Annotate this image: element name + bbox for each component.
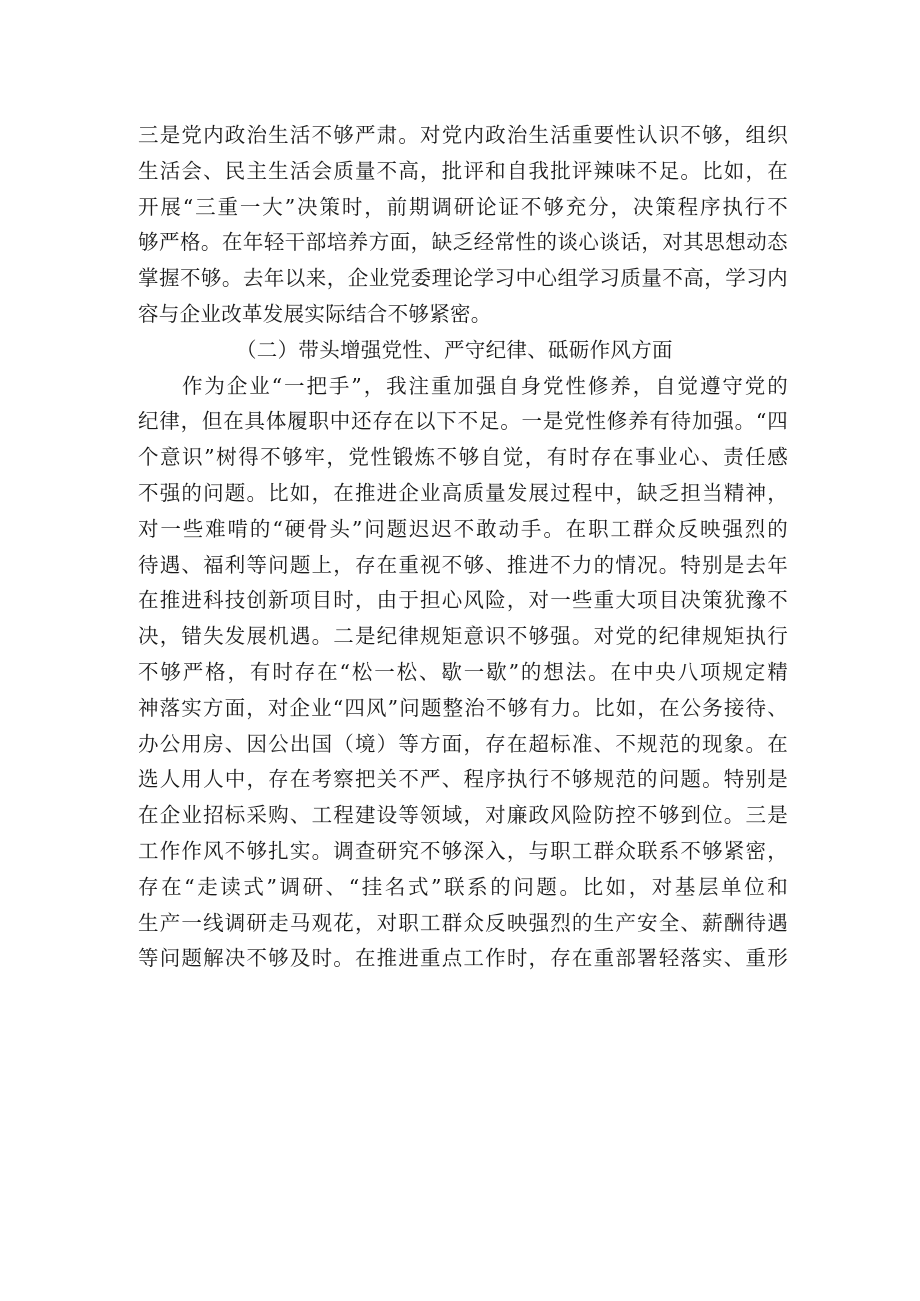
paragraph-line: 三是党内政治生活不够严肃。对党内政治生活重要性认识不够，组织 <box>138 123 788 147</box>
paragraph-line: 决，错失发展机遇。二是纪律规矩意识不够强。对党的纪律规矩执行 <box>138 624 788 649</box>
paragraph-line: 个意识”树得不够牢，党性锻炼不够自觉，有时存在事业心、责任感 <box>138 445 788 470</box>
paragraph-2 <box>138 369 788 978</box>
paragraph-line: 工作作风不够扎实。调查研究不够深入，与职工群众联系不够紧密， <box>138 838 788 863</box>
paragraph-line: 待遇、福利等问题上，存在重视不够、推进不力的情况。特别是去年 <box>138 552 788 577</box>
paragraph-line: 等问题解决不够及时。在推进重点工作时，存在重部署轻落实、重形 <box>138 946 788 971</box>
paragraph-1 <box>138 118 788 333</box>
paragraph-line: 不强的问题。比如，在推进企业高质量发展过程中，缺乏担当精神， <box>138 480 788 505</box>
paragraph-line: 生产一线调研走马观花，对职工群众反映强烈的生产安全、薪酬待遇 <box>138 910 788 935</box>
paragraph-line: 在企业招标采购、工程建设等领域，对廉政风险防控不够到位。三是 <box>138 803 788 828</box>
paragraph-line: 在推进科技创新项目时，由于担心风险，对一些重大项目决策犹豫不 <box>138 588 788 613</box>
section-heading: （二）带头增强党性、严守纪律、砥砺作风方面 <box>236 337 673 362</box>
paragraph-line: 神落实方面，对企业“四风”问题整治不够有力。比如，在公务接待、 <box>138 695 788 720</box>
paragraph-line: 容与企业改革发展实际结合不够紧密。 <box>138 301 492 326</box>
paragraph-line: 存在“走读式”调研、“挂名式”联系的问题。比如，对基层单位和 <box>138 874 788 899</box>
paragraph-line: 不够严格，有时存在“松一松、歇一歇”的想法。在中央八项规定精 <box>138 659 788 684</box>
paragraph-line: 生活会、民主生活会质量不高，批评和自我批评辣味不足。比如，在 <box>138 158 788 183</box>
paragraph-line: 选人用人中，存在考察把关不严、程序执行不够规范的问题。特别是 <box>138 767 788 792</box>
paragraph-line: 够严格。在年轻干部培养方面，缺乏经常性的谈心谈话，对其思想动态 <box>138 230 788 255</box>
paragraph-line: 办公用房、因公出国（境）等方面，存在超标准、不规范的现象。在 <box>138 731 788 756</box>
paragraph-line: 对一些难啃的“硬骨头”问题迟迟不敢动手。在职工群众反映强烈的 <box>138 516 788 541</box>
paragraph-line: 作为企业“一把手”，我注重加强自身党性修养，自觉遵守党的 <box>182 373 788 398</box>
paragraph-line: 开展“三重一大”决策时，前期调研论证不够充分，决策程序执行不 <box>138 194 788 219</box>
paragraph-line: 纪律，但在具体履职中还存在以下不足。一是党性修养有待加强。“四 <box>138 409 788 434</box>
document-body <box>138 118 788 977</box>
paragraph-line: 掌握不够。去年以来，企业党委理论学习中心组学习质量不高，学习内 <box>138 266 788 291</box>
